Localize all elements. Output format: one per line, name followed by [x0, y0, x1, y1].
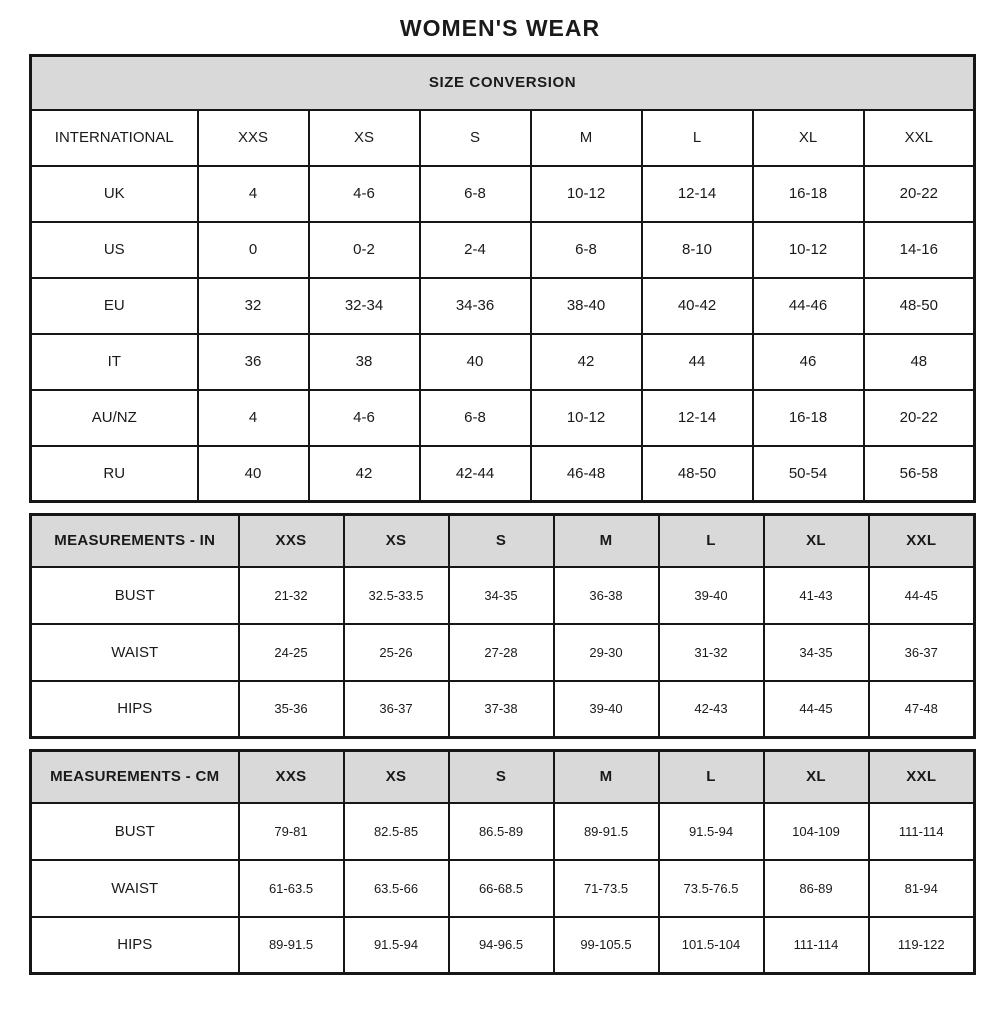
table-cell: 27-28 [449, 624, 554, 681]
table-cell: 29-30 [554, 624, 659, 681]
table-cell: 38 [309, 334, 420, 390]
table-row [31, 166, 975, 222]
row-label: RU [31, 446, 198, 502]
row-label: BUST [31, 567, 239, 624]
table-cell: 66-68.5 [449, 860, 554, 917]
table-cell: 32-34 [309, 278, 420, 334]
table-cell: 41-43 [764, 567, 869, 624]
table-cell: 6-8 [420, 390, 531, 446]
table-cell: 14-16 [864, 222, 975, 278]
table-cell: 99-105.5 [554, 917, 659, 974]
table-cell: 34-36 [420, 278, 531, 334]
table-cell: 40-42 [642, 278, 753, 334]
table-cell: 73.5-76.5 [659, 860, 764, 917]
table-cell: 94-96.5 [449, 917, 554, 974]
table-row [31, 803, 975, 860]
column-header-cell: XXS [198, 110, 309, 166]
row-label: HIPS [31, 917, 239, 974]
column-header-cell: XL [764, 751, 869, 803]
table-cell: 81-94 [869, 860, 975, 917]
table-cell: 6-8 [420, 166, 531, 222]
table-cell: 40 [420, 334, 531, 390]
table-cell: 56-58 [864, 446, 975, 502]
column-header-cell: M [554, 751, 659, 803]
table-row [31, 860, 975, 917]
size-conversion-title: SIZE CONVERSION [31, 56, 975, 110]
table-cell: 24-25 [239, 624, 344, 681]
column-header-cell: S [449, 515, 554, 567]
table-cell: 4-6 [309, 390, 420, 446]
table-cell: 44-46 [753, 278, 864, 334]
row-label: HIPS [31, 681, 239, 738]
table-row [31, 390, 975, 446]
table-cell: 111-114 [869, 803, 975, 860]
row-label: US [31, 222, 198, 278]
table-cell: 48-50 [864, 278, 975, 334]
table-cell: 2-4 [420, 222, 531, 278]
row-label: WAIST [31, 624, 239, 681]
table-cell: 111-114 [764, 917, 869, 974]
table-cell: 8-10 [642, 222, 753, 278]
table-row [31, 567, 975, 624]
table-cell: 46 [753, 334, 864, 390]
table-cell: 34-35 [449, 567, 554, 624]
table-cell: 44 [642, 334, 753, 390]
column-header-cell: INTERNATIONAL [31, 110, 198, 166]
table-cell: 25-26 [344, 624, 449, 681]
table-cell: 79-81 [239, 803, 344, 860]
column-header-cell: XS [344, 751, 449, 803]
table-cell: 32.5-33.5 [344, 567, 449, 624]
table-cell: 39-40 [554, 681, 659, 738]
row-label: AU/NZ [31, 390, 198, 446]
row-label: BUST [31, 803, 239, 860]
table-cell: 0 [198, 222, 309, 278]
row-label: EU [31, 278, 198, 334]
table-cell: 32 [198, 278, 309, 334]
table-cell: 20-22 [864, 390, 975, 446]
table-cell: 4 [198, 390, 309, 446]
column-header-cell: L [659, 515, 764, 567]
row-label: UK [31, 166, 198, 222]
column-header-cell: XL [764, 515, 869, 567]
column-header-cell: XL [753, 110, 864, 166]
column-header-cell: MEASUREMENTS - CM [31, 751, 239, 803]
table-cell: 71-73.5 [554, 860, 659, 917]
table-cell: 35-36 [239, 681, 344, 738]
table-cell: 39-40 [659, 567, 764, 624]
table-cell: 10-12 [753, 222, 864, 278]
table-cell: 82.5-85 [344, 803, 449, 860]
table-cell: 47-48 [869, 681, 975, 738]
table-row [31, 334, 975, 390]
table-row [31, 222, 975, 278]
table-cell: 34-35 [764, 624, 869, 681]
table-cell: 37-38 [449, 681, 554, 738]
column-header-cell: S [449, 751, 554, 803]
table-cell: 38-40 [531, 278, 642, 334]
table-cell: 61-63.5 [239, 860, 344, 917]
table-row [31, 624, 975, 681]
table-cell: 104-109 [764, 803, 869, 860]
table-cell: 89-91.5 [239, 917, 344, 974]
table-row [31, 446, 975, 502]
table-cell: 91.5-94 [659, 803, 764, 860]
table-cell: 20-22 [864, 166, 975, 222]
table-cell: 86-89 [764, 860, 869, 917]
column-header-cell: XXS [239, 515, 344, 567]
column-header-cell: M [554, 515, 659, 567]
row-label: IT [31, 334, 198, 390]
table-cell: 50-54 [753, 446, 864, 502]
column-header-row [31, 515, 975, 567]
page-title: WOMEN'S WEAR [399, 15, 601, 41]
column-header-cell: M [531, 110, 642, 166]
column-header-cell: S [420, 110, 531, 166]
table-cell: 4 [198, 166, 309, 222]
table-cell: 63.5-66 [344, 860, 449, 917]
column-header-cell: L [659, 751, 764, 803]
measurements-cm-table [29, 749, 976, 975]
table-cell: 119-122 [869, 917, 975, 974]
column-header-cell: XXL [864, 110, 975, 166]
size-conversion-table [29, 54, 976, 503]
column-header-cell: XS [309, 110, 420, 166]
table-row [31, 917, 975, 974]
table-cell: 31-32 [659, 624, 764, 681]
table-cell: 89-91.5 [554, 803, 659, 860]
table-cell: 42 [309, 446, 420, 502]
table-cell: 91.5-94 [344, 917, 449, 974]
table-cell: 48-50 [642, 446, 753, 502]
measurements-in-table [29, 513, 976, 739]
table-cell: 21-32 [239, 567, 344, 624]
table-cell: 44-45 [869, 567, 975, 624]
table-cell: 42 [531, 334, 642, 390]
table-cell: 10-12 [531, 390, 642, 446]
table-cell: 36-37 [344, 681, 449, 738]
table-cell: 10-12 [531, 166, 642, 222]
table-cell: 46-48 [531, 446, 642, 502]
table-cell: 16-18 [753, 166, 864, 222]
table-cell: 40 [198, 446, 309, 502]
table-cell: 36-37 [869, 624, 975, 681]
column-header-row [31, 751, 975, 803]
column-header-cell: L [642, 110, 753, 166]
table-cell: 16-18 [753, 390, 864, 446]
table-cell: 12-14 [642, 166, 753, 222]
table-cell: 86.5-89 [449, 803, 554, 860]
column-header-cell: MEASUREMENTS - IN [31, 515, 239, 567]
table-row [31, 278, 975, 334]
table-cell: 36 [198, 334, 309, 390]
table-cell: 4-6 [309, 166, 420, 222]
table-row [31, 681, 975, 738]
column-header-cell: XXS [239, 751, 344, 803]
table-cell: 6-8 [531, 222, 642, 278]
row-label: WAIST [31, 860, 239, 917]
table-title-row [31, 56, 975, 110]
table-cell: 36-38 [554, 567, 659, 624]
table-cell: 12-14 [642, 390, 753, 446]
table-cell: 42-44 [420, 446, 531, 502]
column-header-row [31, 110, 975, 166]
table-cell: 42-43 [659, 681, 764, 738]
column-header-cell: XXL [869, 751, 975, 803]
table-cell: 0-2 [309, 222, 420, 278]
table-cell: 101.5-104 [659, 917, 764, 974]
column-header-cell: XS [344, 515, 449, 567]
column-header-cell: XXL [869, 515, 975, 567]
table-cell: 48 [864, 334, 975, 390]
table-cell: 44-45 [764, 681, 869, 738]
